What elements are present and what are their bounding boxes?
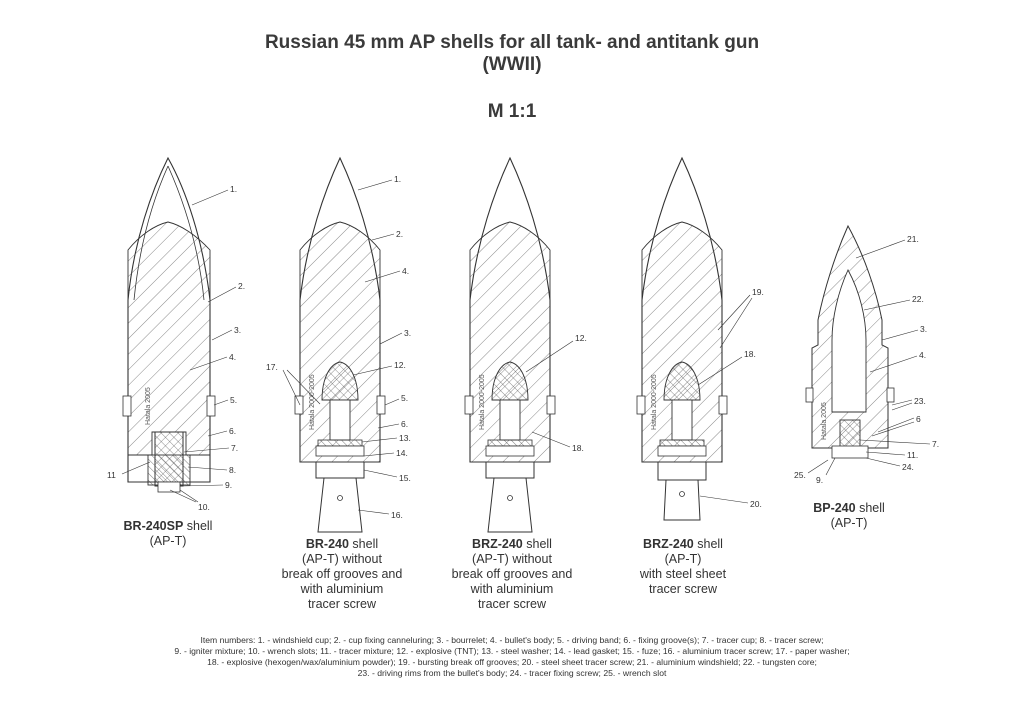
label-25: 25. (794, 470, 806, 480)
label-6: 6. (229, 426, 237, 436)
driving-band (295, 396, 303, 414)
label-9: 9. (816, 475, 824, 485)
legend-line-4: 23. - driving rims from the bullet's body; 24. - tracer fixing screw; 25. - wrench slot (357, 668, 667, 678)
label-19: 19. (752, 287, 764, 297)
caption-l3: with steel sheet (639, 567, 727, 581)
label-1: 1. (230, 184, 238, 194)
label-21: 21. (907, 234, 919, 244)
label-3: 3. (404, 328, 412, 338)
caption-l3: break off grooves and (281, 567, 403, 581)
caption-name: BP-240 (813, 501, 856, 515)
title-line-1: Russian 45 mm AP shells for all tank- and antitank gun (264, 32, 760, 53)
driving-band (637, 396, 645, 414)
scale-label: M 1:1 (487, 101, 537, 122)
label-7: 7. (231, 443, 239, 453)
caption-brz-240-b (610, 537, 756, 597)
label-11: 11 (107, 470, 116, 480)
lead-gasket (658, 446, 706, 456)
driving-band-right (719, 396, 727, 414)
caption-br-240 (262, 537, 422, 612)
caption-l5: tracer screw (477, 597, 547, 611)
tracer-cavity (330, 400, 350, 440)
label-20: 20. (750, 499, 762, 509)
label-10: 10. (198, 502, 210, 512)
caption-l4: tracer screw (648, 582, 718, 596)
caption-l1: shell (522, 537, 552, 551)
wrench-hole (338, 496, 343, 501)
fuze (486, 462, 534, 478)
legend-line-3: 18. - explosive (hexogen/wax/aluminium powder); 19. - bursting break off grooves; 20. - steel sheet tracer screw; 21. - aluminium windshield; 22. - tungsten core; (207, 657, 817, 667)
steel-sheet-tracer-screw (664, 480, 700, 520)
caption-l1: shell (348, 537, 379, 551)
label-3: 3. (234, 325, 242, 335)
fuze (658, 462, 706, 480)
label-22: 22. (912, 294, 924, 304)
driving-band (465, 396, 473, 414)
caption-l3: break off grooves and (451, 567, 573, 581)
label-9: 9. (225, 480, 233, 490)
igniter (158, 482, 180, 492)
driving-rim-1 (806, 388, 813, 402)
caption-brz-240-a (432, 537, 592, 612)
label-4: 4. (402, 266, 410, 276)
caption-name: BRZ-240 (472, 537, 523, 551)
steel-washer (318, 440, 362, 446)
title-line-2: (WWII) (482, 54, 542, 75)
caption-l4: with aluminium (300, 582, 384, 596)
legend-line-1: Item numbers: 1. - windshield cup; 2. - cup fixing canneluring; 3. - bourrelet; 4. - bullet's body; 5. - driving band; 6. - fixing groove(s); 7. - tracer cup; 8. - tracer screw; (200, 635, 824, 645)
caption-name: BRZ-240 (643, 537, 694, 551)
label-23: 23. (914, 396, 926, 406)
label-24: 24. (902, 462, 914, 472)
label-6: 6 (916, 414, 921, 424)
label-8: 8. (229, 465, 237, 475)
tracer-screw (148, 455, 190, 485)
shell-brz-240-b (637, 158, 764, 520)
tracer-screw (488, 478, 532, 532)
watermark: Hatala 2005 (145, 387, 152, 425)
caption-bp-240 (786, 501, 912, 531)
driving-rim-2 (887, 388, 894, 402)
label-5: 5. (401, 393, 409, 403)
label-18: 18. (572, 443, 584, 453)
caption-name: BR-240 (305, 537, 349, 551)
bullet-body (128, 222, 210, 455)
label-18: 18. (744, 349, 756, 359)
watermark: Hatala 2000-2005 (309, 374, 316, 430)
label-1: 1. (394, 174, 402, 184)
label-6: 6. (401, 419, 409, 429)
caption-l2: (AP-T) without (302, 552, 382, 566)
wrench-hole (680, 492, 685, 497)
shell-brz-240-a (465, 158, 587, 532)
label-17: 17. (266, 362, 278, 372)
steel-washer (660, 440, 704, 446)
tracer-screw (318, 478, 362, 532)
label-14: 14. (396, 448, 408, 458)
caption-l5: tracer screw (307, 597, 377, 611)
caption-l4: with aluminium (470, 582, 554, 596)
tracer-cavity (672, 400, 692, 440)
fuze (316, 462, 364, 478)
label-3: 3. (920, 324, 928, 334)
caption-l1: shell (183, 519, 213, 533)
label-4: 4. (919, 350, 927, 360)
driving-band-right (207, 396, 215, 416)
caption-l1: shell (693, 537, 723, 551)
tracer-fixing-screw (832, 446, 868, 458)
driving-band-right (377, 396, 385, 414)
watermark: Hatala 2000-2005 (479, 374, 486, 430)
legend-line-2: 9. - igniter mixture; 10. - wrench slots; 11. - tracer mixture; 12. - explosive (TNT); 13. - steel washer; 14. - lead gasket; 15. - fuze; 16. - aluminium tracer screw; 17. - paper washer; (174, 646, 850, 656)
item-numbers-legend (60, 635, 964, 679)
label-13: 13. (399, 433, 411, 443)
label-12: 12. (575, 333, 587, 343)
shell-br-240 (266, 158, 411, 532)
lead-gasket (316, 446, 364, 456)
label-15: 15. (399, 473, 411, 483)
label-5: 5. (230, 395, 238, 405)
shell-br-240sp (107, 158, 245, 512)
caption-br-240sp (100, 519, 236, 549)
label-2: 2. (396, 229, 404, 239)
watermark: Hatala 2005 (821, 402, 828, 440)
label-12: 12. (394, 360, 406, 370)
label-4: 4. (229, 352, 237, 362)
shell-bp-240 (794, 226, 939, 485)
caption-l2: (AP-T) (830, 516, 868, 530)
steel-washer (488, 440, 532, 446)
wrench-hole (508, 496, 513, 501)
caption-l2: (AP-T) (149, 534, 187, 548)
label-11: 11. (907, 450, 919, 460)
caption-l2: (AP-T) without (472, 552, 552, 566)
label-2: 2. (238, 281, 246, 291)
caption-name: BR-240SP (123, 519, 184, 533)
label-16: 16. (391, 510, 403, 520)
tracer-cavity (500, 400, 520, 440)
label-7: 7. (932, 439, 940, 449)
caption-l1: shell (855, 501, 885, 515)
driving-band (123, 396, 131, 416)
driving-band-right (547, 396, 555, 414)
watermark: Hatala 2000-2005 (651, 374, 658, 430)
caption-l2: (AP-T) (664, 552, 702, 566)
lead-gasket (486, 446, 534, 456)
